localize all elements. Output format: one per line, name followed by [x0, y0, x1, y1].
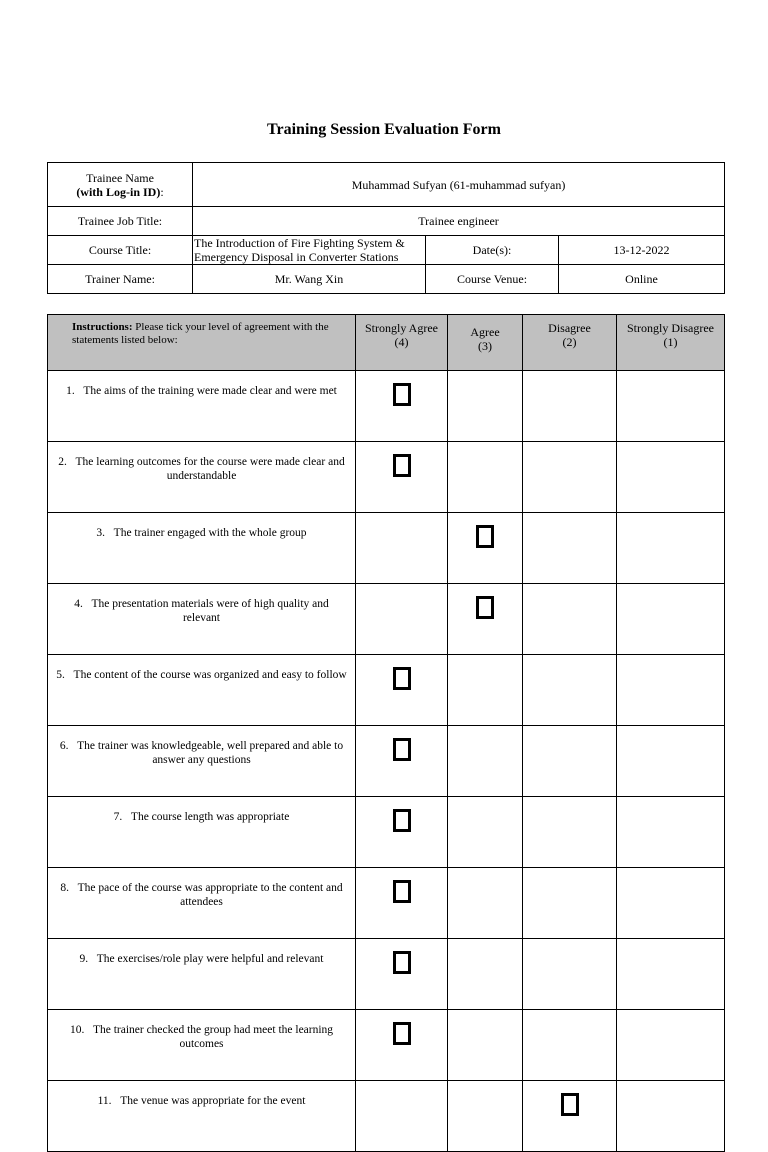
- trainee-name-value[interactable]: Muhammad Sufyan (61-muhammad sufyan): [193, 163, 725, 207]
- rating-cell-strongly-agree[interactable]: [356, 726, 448, 797]
- rating-cell-agree[interactable]: [448, 726, 523, 797]
- statement-row: [48, 726, 725, 797]
- statement-number: 7.: [113, 811, 123, 823]
- rating-cell-strongly-agree[interactable]: [356, 584, 448, 655]
- rating-cell-strongly-agree[interactable]: [356, 655, 448, 726]
- job-title-value[interactable]: Trainee engineer: [193, 207, 725, 236]
- rating-cell-agree[interactable]: [448, 939, 523, 1010]
- statement-text: [48, 371, 356, 442]
- tick-box-icon[interactable]: [561, 1093, 579, 1116]
- statement-label: The trainer was knowledgeable, well prepared and able to answer any questions: [77, 740, 344, 766]
- course-venue-label: Course Venue:: [426, 265, 559, 294]
- statement-row: [48, 868, 725, 939]
- statement-row: [48, 1081, 725, 1152]
- statement-text: [48, 442, 356, 513]
- statement-row: [48, 442, 725, 513]
- rating-cell-agree[interactable]: [448, 371, 523, 442]
- rating-cell-strongly-disagree[interactable]: [617, 584, 725, 655]
- evaluation-table: [47, 314, 725, 1152]
- tick-box-icon[interactable]: [476, 596, 494, 619]
- rating-cell-agree[interactable]: [448, 1081, 523, 1152]
- column-disagree: Disagree (2): [523, 315, 617, 371]
- statement-label: The presentation materials were of high quality and relevant: [91, 598, 329, 624]
- tick-box-icon[interactable]: [476, 525, 494, 548]
- statement-row: [48, 655, 725, 726]
- statement-row: [48, 584, 725, 655]
- rating-cell-disagree[interactable]: [523, 442, 617, 513]
- rating-cell-strongly-agree[interactable]: [356, 442, 448, 513]
- tick-box-icon[interactable]: [393, 880, 411, 903]
- rating-cell-disagree[interactable]: [523, 655, 617, 726]
- statement-label: The venue was appropriate for the event: [120, 1095, 306, 1107]
- statement-text: [48, 513, 356, 584]
- statement-text: [48, 1010, 356, 1081]
- rating-cell-strongly-agree[interactable]: [356, 1081, 448, 1152]
- rating-cell-strongly-agree[interactable]: [356, 371, 448, 442]
- statement-number: 1.: [66, 385, 75, 397]
- statement-row: [48, 1010, 725, 1081]
- rating-cell-strongly-disagree[interactable]: [617, 513, 725, 584]
- rating-cell-agree[interactable]: [448, 584, 523, 655]
- rating-cell-strongly-disagree[interactable]: [617, 442, 725, 513]
- instructions-text: Please tick your level of agreement with the statements listed below:: [72, 321, 329, 346]
- statement-text: [48, 726, 356, 797]
- tick-box-icon[interactable]: [393, 454, 411, 477]
- rating-cell-disagree[interactable]: [523, 868, 617, 939]
- statement-number: 9.: [79, 953, 89, 965]
- statement-text: [48, 868, 356, 939]
- tick-box-icon[interactable]: [393, 809, 411, 832]
- rating-cell-strongly-agree[interactable]: [356, 868, 448, 939]
- column-agree: Agree (3): [448, 315, 523, 371]
- statement-number: 6.: [59, 740, 69, 752]
- statement-label: The trainer checked the group had meet the learning outcomes: [92, 1024, 334, 1050]
- statement-row: [48, 939, 725, 1010]
- rating-cell-strongly-disagree[interactable]: [617, 1010, 725, 1081]
- statement-label: The exercises/role play were helpful and relevant: [96, 953, 324, 965]
- course-title-label: Course Title:: [48, 236, 193, 265]
- rating-cell-strongly-agree[interactable]: [356, 1010, 448, 1081]
- trainer-name-value[interactable]: Mr. Wang Xin: [193, 265, 426, 294]
- statement-label: The pace of the course was appropriate to the content and attendees: [77, 882, 343, 908]
- rating-cell-agree[interactable]: [448, 868, 523, 939]
- statement-number: 11.: [97, 1095, 112, 1107]
- statement-row: [48, 513, 725, 584]
- statement-number: 10.: [69, 1024, 85, 1036]
- login-id-label: (with Log-in ID): [76, 184, 161, 199]
- rating-cell-disagree[interactable]: [523, 371, 617, 442]
- statement-number: 8.: [60, 882, 69, 894]
- tick-box-icon[interactable]: [393, 951, 411, 974]
- statement-label: The course length was appropriate: [130, 811, 290, 823]
- rating-cell-strongly-disagree[interactable]: [617, 655, 725, 726]
- rating-cell-disagree[interactable]: [523, 1010, 617, 1081]
- rating-cell-strongly-agree[interactable]: [356, 939, 448, 1010]
- statement-row: [48, 797, 725, 868]
- column-strongly-agree: Strongly Agree (4): [356, 315, 448, 371]
- instructions-label: Instructions:: [72, 321, 133, 333]
- rating-cell-strongly-disagree[interactable]: [617, 1081, 725, 1152]
- course-venue-value[interactable]: Online: [559, 265, 725, 294]
- rating-cell-strongly-disagree[interactable]: [617, 868, 725, 939]
- rating-cell-agree[interactable]: [448, 442, 523, 513]
- statement-label: The aims of the training were made clear and were met: [83, 385, 337, 397]
- statement-label: The content of the course was organized and easy to follow: [73, 669, 347, 681]
- rating-cell-strongly-agree[interactable]: [356, 797, 448, 868]
- rating-cell-disagree[interactable]: [523, 1081, 617, 1152]
- dates-value[interactable]: 13-12-2022: [559, 236, 725, 265]
- course-title-value[interactable]: The Introduction of Fire Fighting System & Emergency Disposal in Converter Stations: [193, 236, 426, 265]
- rating-cell-strongly-disagree[interactable]: [617, 371, 725, 442]
- column-strongly-disagree: Strongly Disagree (1): [617, 315, 725, 371]
- tick-box-icon[interactable]: [393, 738, 411, 761]
- rating-cell-strongly-disagree[interactable]: [617, 797, 725, 868]
- rating-cell-agree[interactable]: [448, 655, 523, 726]
- statement-text: [48, 1081, 356, 1152]
- rating-cell-strongly-disagree[interactable]: [617, 726, 725, 797]
- statement-text: [48, 584, 356, 655]
- rating-cell-agree[interactable]: [448, 513, 523, 584]
- statement-label: The trainer engaged with the whole group: [113, 527, 307, 539]
- statement-number: 5.: [56, 669, 65, 681]
- statement-label: The learning outcomes for the course were made clear and understandable: [75, 456, 345, 482]
- statement-text: [48, 655, 356, 726]
- rating-cell-disagree[interactable]: [523, 797, 617, 868]
- statement-number: 2.: [58, 456, 67, 468]
- rating-cell-disagree[interactable]: [523, 513, 617, 584]
- rating-cell-agree[interactable]: [448, 797, 523, 868]
- trainee-info-table: [47, 162, 725, 294]
- rating-cell-disagree[interactable]: [523, 584, 617, 655]
- statement-text: [48, 939, 356, 1010]
- tick-box-icon[interactable]: [393, 667, 411, 690]
- rating-cell-disagree[interactable]: [523, 939, 617, 1010]
- rating-cell-strongly-disagree[interactable]: [617, 939, 725, 1010]
- statement-row: [48, 371, 725, 442]
- statement-number: 3.: [96, 527, 106, 539]
- instructions-cell: [48, 315, 356, 371]
- statement-text: [48, 797, 356, 868]
- tick-box-icon[interactable]: [393, 383, 411, 406]
- job-title-label: Trainee Job Title:: [48, 207, 193, 236]
- dates-label: Date(s):: [426, 236, 559, 265]
- rating-cell-disagree[interactable]: [523, 726, 617, 797]
- trainer-name-label: Trainer Name:: [48, 265, 193, 294]
- form-title: Training Session Evaluation Form: [267, 121, 501, 138]
- tick-box-icon[interactable]: [393, 1022, 411, 1045]
- statement-number: 4.: [74, 598, 83, 610]
- rating-cell-strongly-agree[interactable]: [356, 513, 448, 584]
- rating-cell-agree[interactable]: [448, 1010, 523, 1081]
- trainee-name-label: Trainee Name (with Log-in ID):: [48, 163, 193, 207]
